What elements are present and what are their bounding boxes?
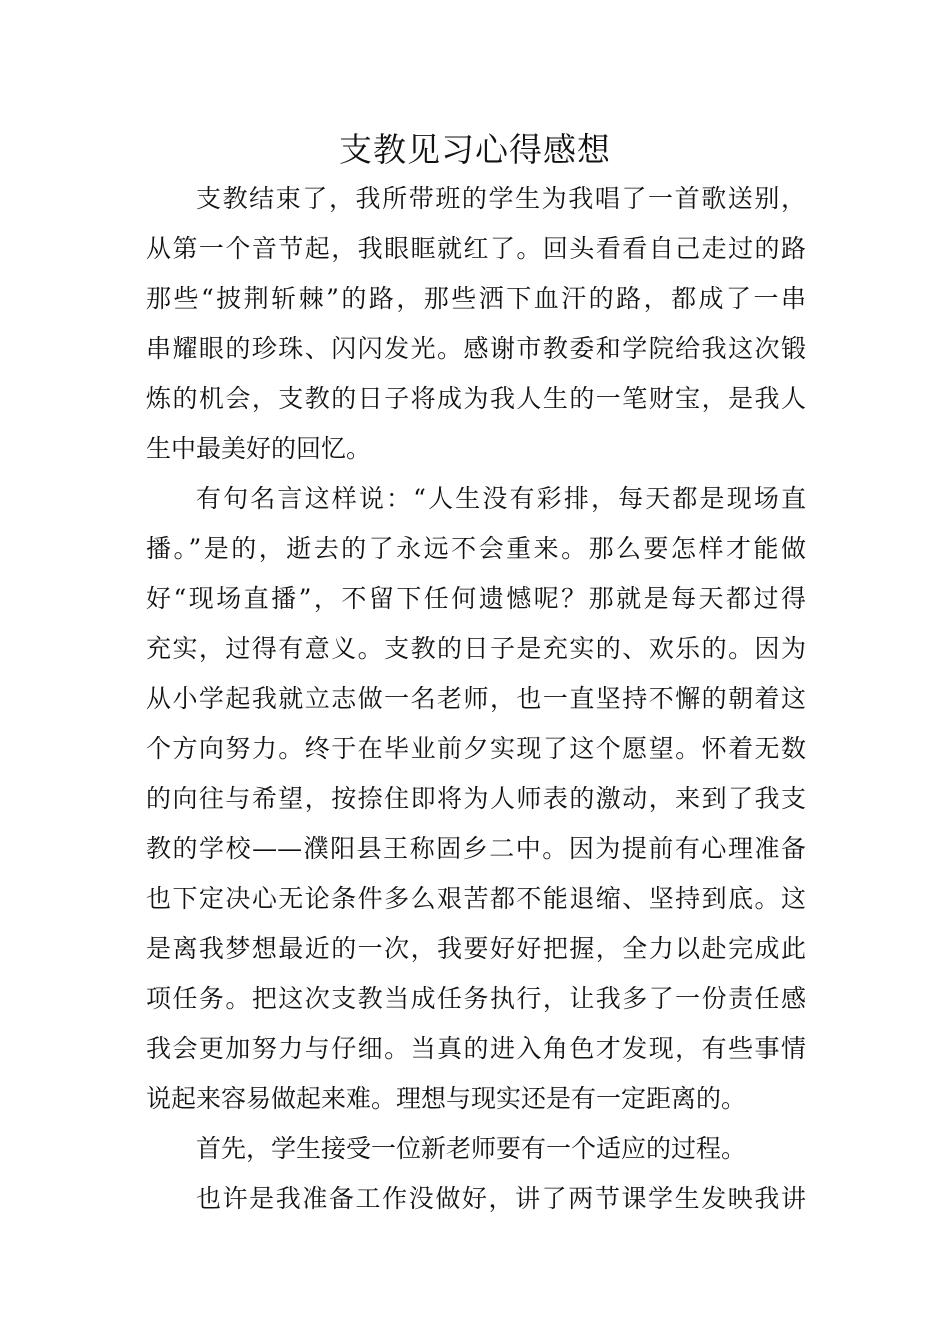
paragraph-line: 那些“披荆斩棘”的路，那些洒下血汗的路，都成了一串 xyxy=(146,284,806,313)
paragraph-line: 生中最美好的回忆。 xyxy=(146,434,372,463)
paragraph-line: 也许是我准备工作没做好，讲了两节课学生发映我讲 xyxy=(196,1184,806,1213)
paragraph-line: 说起来容易做起来难。理想与现实还是有一定距离的。 xyxy=(146,1084,747,1113)
page-title: 支教见习心得感想 xyxy=(339,130,611,169)
paragraph-line: 从第一个音节起，我眼眶就红了。回头看看自己走过的路 xyxy=(146,234,806,263)
paragraph-line: 也下定决心无论条件多么艰苦都不能退缩、坚持到底。这 xyxy=(146,884,806,913)
paragraph-line: 个方向努力。终于在毕业前夕实现了这个愿望。怀着无数 xyxy=(146,734,806,763)
paragraph-line: 播。”是的，逝去的了永远不会重来。那么要怎样才能做 xyxy=(146,534,806,563)
paragraph-line: 好“现场直播”，不留下任何遗憾呢？那就是每天都过得 xyxy=(146,584,806,613)
paragraph-line: 的向往与希望，按捺住即将为人师表的激动，来到了我支 xyxy=(146,784,806,813)
paragraph-line: 炼的机会，支教的日子将成为我人生的一笔财宝，是我人 xyxy=(146,384,806,413)
paragraph-line: 有句名言这样说：“人生没有彩排，每天都是现场直 xyxy=(196,484,806,513)
paragraph-line: 首先，学生接受一位新老师要有一个适应的过程。 xyxy=(196,1134,747,1163)
paragraph-line: 教的学校——濮阳县王称固乡二中。因为提前有心理准备 xyxy=(146,834,806,863)
paragraph-line: 从小学起我就立志做一名老师，也一直坚持不懈的朝着这 xyxy=(146,684,806,713)
paragraph-line: 是离我梦想最近的一次，我要好好把握，全力以赴完成此 xyxy=(146,934,806,963)
paragraph-line: 支教结束了，我所带班的学生为我唱了一首歌送别， xyxy=(196,184,806,213)
paragraph-line: 充实，过得有意义。支教的日子是充实的、欢乐的。因为 xyxy=(146,634,806,663)
paragraph-line: 我会更加努力与仔细。当真的进入角色才发现，有些事情 xyxy=(146,1034,806,1063)
paragraph-line: 项任务。把这次支教当成任务执行，让我多了一份责任感 xyxy=(146,984,806,1013)
paragraph-line: 串耀眼的珍珠、闪闪发光。感谢市教委和学院给我这次锻 xyxy=(146,334,806,363)
